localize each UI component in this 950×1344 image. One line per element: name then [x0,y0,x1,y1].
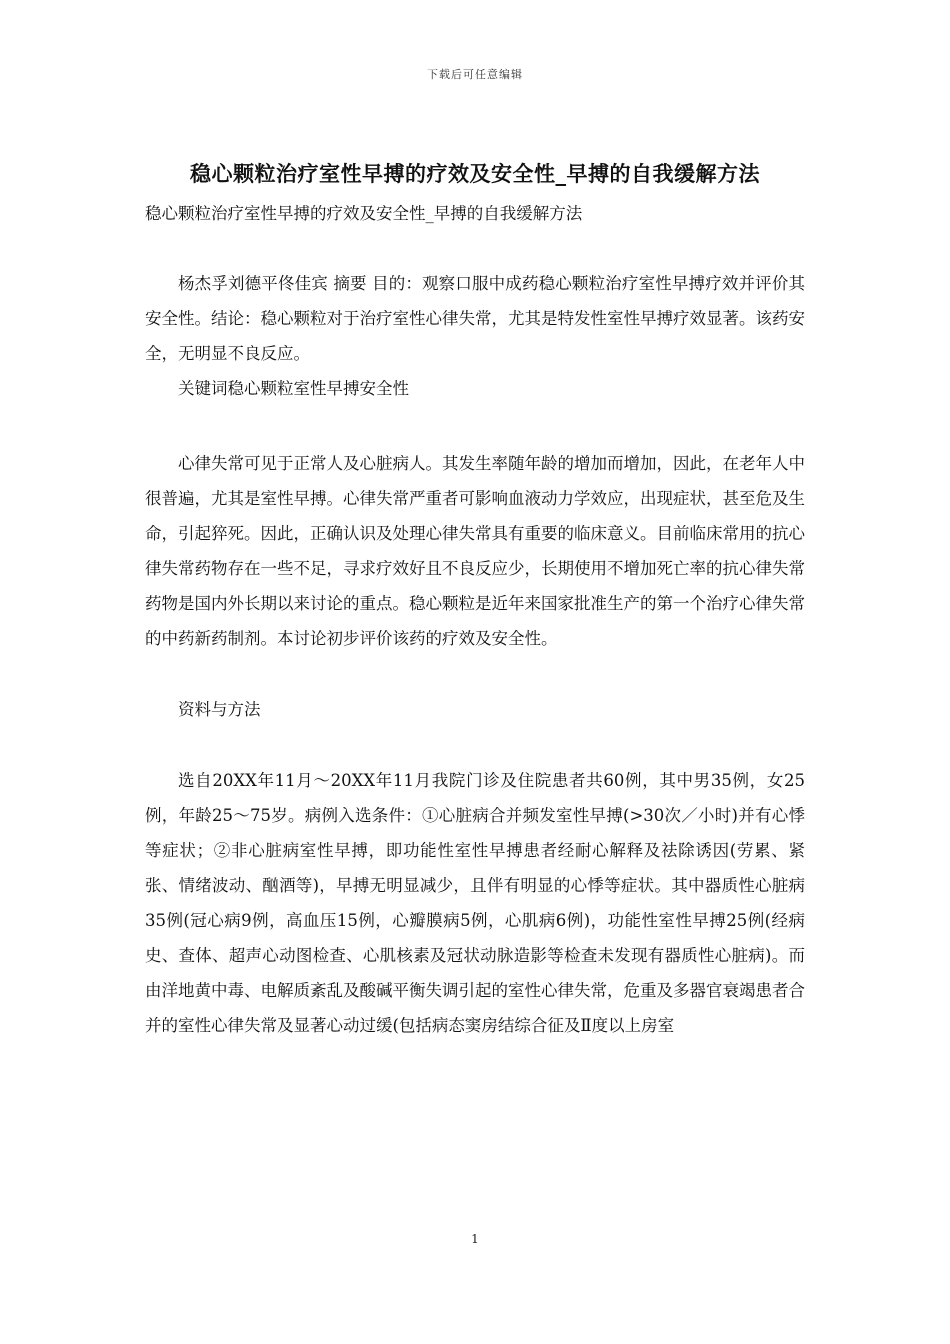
abstract-paragraph: 杨杰孚刘德平佟佳宾 摘要 目的：观察口服中成药稳心颗粒治疗室性早搏疗效并评价其安全性。结论：稳心颗粒对于治疗室性心律失常，尤其是特发性室性早搏疗效显著。该药安全，无明显不良反应。 [145,274,805,363]
page-number: 1 [471,1232,479,1246]
spacer [145,656,805,692]
section-heading-methods: 资料与方法 [178,700,261,719]
document-body [145,152,805,1043]
methods-paragraph: 选自20XX年11月～20XX年11月我院门诊及住院患者共60例，其中男35例，女25例，年龄25～75岁。病例入选条件：①心脏病合并频发室性早搏(>30次／小时)并有心悸等症状；②非心脏病室性早搏，即功能性室性早搏患者经耐心解释及祛除诱因(劳累、紧张、情绪波动、酗酒等)，早搏无明显减少，且伴有明显的心悸等症状。其中器质性心脏病35例(冠心病9例，高血压15例，心瓣膜病5例，心肌病6例)，功能性室性早搏25例(经病史、查体、超声心动图检查、心肌核素及冠状动脉造影等检查未发现有器质性心脏病)。而由洋地黄中毒、电解质紊乱及酸碱平衡失调引起的室性心律失常，危重及多器官衰竭患者合并的室性心律失常及显著心动过缓(包括病态窦房结综合征及Ⅱ度以上房室 [145,771,805,1035]
keywords-paragraph: 关键词稳心颗粒室性早搏安全性 [178,379,409,398]
page-header: 下载后可任意编辑 [427,68,523,81]
document-subtitle: 稳心颗粒治疗室性早搏的疗效及安全性_早搏的自我缓解方法 [145,204,583,223]
document-title: 稳心颗粒治疗室性早搏的疗效及安全性_早搏的自我缓解方法 [190,162,760,186]
intro-paragraph: 心律失常可见于正常人及心脏病人。其发生率随年龄的增加而增加，因此，在老年人中很普遍，尤其是室性早搏。心律失常严重者可影响血液动力学效应，出现症状，甚至危及生命，引起猝死。因此，正确认识及处理心律失常具有重要的临床意义。目前临床常用的抗心律失常药物存在一些不足，寻求疗效好且不良反应少，长期使用不增加死亡率的抗心律失常药物是国内外长期以来讨论的重点。稳心颗粒是近年来国家批准生产的第一个治疗心律失常的中药新药制剂。本讨论初步评价该药的疗效及安全性。 [145,454,805,648]
spacer [145,230,805,266]
spacer [145,406,805,446]
spacer [145,727,805,763]
